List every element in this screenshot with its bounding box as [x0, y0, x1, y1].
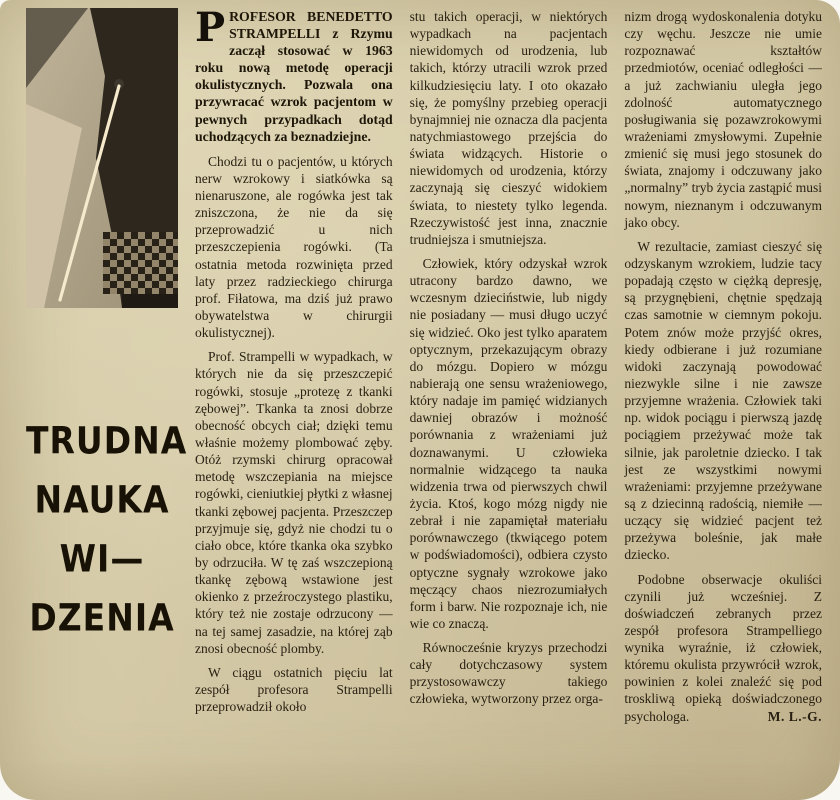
drop-cap: P: [195, 8, 226, 51]
article-headline: [26, 418, 188, 660]
text-column-3: [624, 8, 822, 790]
headline-line-2: NAUKA: [34, 477, 170, 522]
headline-line-1: TRUDNA: [26, 418, 188, 463]
paragraph-col3-1: nizm drogą wydoskonalenia dotyku czy węchu. Jeszcze nie umie rozpoznawać kształtów przedmiotów, oceniać odległości — a już zachwianiu uległa jego zdolność automatycznego posługiwania się pozawzrokowymi wrażeniami zmysłowymi. Zupełnie zmienić się musi jego stosunek do świata, znajomy i odczuwany jako „normalny” tryb życia zastąpić musi nowym, nieznanym i odczuwanym jako obcy.: [624, 9, 823, 230]
paragraph-col1-2: Chodzi tu o pacjentów, u których nerw wzrokowy i siatkówka są nienaruszone, ale rogówka jest tak zniszczona, że nie da się przeprowadzić u nich przeszczepienia rogówki. (Ta ostatnia metoda rozwinięta przed laty przez radzieckiego chirurga prof. Fiłatowa, ma dziś już prawo obywatelstwa w chirurgii okulistycznej).: [195, 153, 393, 341]
closing-text: Podobne obserwacje okuliści czynili już wcześniej. Z doświadczeń zebranych przez zespół profesora Strampelliego wynika wyraźnie, iż człowiek, któremu okulista przywrócił wzrok, powinien z kolei znaleźć się pod troskliwą opieką doświadczonego psychologa.: [624, 571, 823, 724]
paragraph-col2-3: Równocześnie kryzys przechodzi cały dotychczasowy system przystosowawczy takiego człowieka, wytworzony przez orga-: [409, 640, 608, 707]
closing-paragraph: [624, 571, 822, 725]
left-column: [26, 8, 188, 790]
lead-text: ROFESOR BENEDETTO STRAMPELLI z Rzymu zaczął stosować w 1963 roku nową metodę operacji okulistycznych. Pozwala ona przywracać wzrok pacjentom w pewnych przypadkach dotąd uchodzących za beznadziejne.: [195, 9, 393, 144]
paragraph-col3-2: W rezultacie, zamiast cieszyć się odzyskanym wzrokiem, ludzie tacy popadają często w ciężką depresję, są przygnębieni, chętnie spędzają czas samotnie w ciemnym pokoju. Potem znów może przyjść okres, kiedy odbierane i już rozumiane widoki zaczynają powodować niezwykle silne i nie zawsze przyjemne wrażenia. Człowiek taki np. widok pociągu i pierwszą jazdę pociągiem przeżywać może tak silnie, jak paroletnie dziecko. I tak jest ze wszystkimi nowymi wrażeniami: przyjemne przeżywane są z dziecinną radością, niemiłe — uczący się widzieć pacjent też przeżywa boleśnie, jak małe dziecko.: [624, 238, 823, 563]
headline-line-3: WI—: [59, 536, 145, 581]
photo-person-with-white-cane: [26, 8, 178, 308]
text-column-2: [410, 8, 608, 790]
paragraph-col2-2: Człowiek, który odzyskał wzrok utracony bardzo dawno, we wczesnym dzieciństwie, lub nigdy nie posiadany — musi długo uczyć się widzieć. Oko jest tylko aparatem optycznym, przekazującym obrazy do mózgu. Dopiero w mózgu nabierają one sensu wrażeniowego, który nadaje im pamięć widzianych dawniej obrazów i możność porównania z wrażeniami już doznawanymi. U człowieka normalnie widzącego ta nauka widzenia trwa od pierwszych chwil życia. Ktoś, kogo mózg nigdy nie zebrał i nie zapamiętał materiału porównawczego (tkwiącego potem w podświadomości), odbiera czysto optyczne sygnały wzrokowe jako męczący chaos niezrozumiałych form i barw. Nie rozpoznaje ich, nie wie co znaczą.: [409, 255, 608, 631]
paragraph-col1-3: Prof. Strampelli w wypadkach, w których nie da się przeszczepić rogówki, stosuje „protezę z tkanki zębowej”. Tkanka ta znosi dobrze obecność obcych ciał; dzięki temu właśnie możemy plombować zęby. Otóż rzymski chirurg opracował metodę wszczepiania na miejsce rogówki, cieniutkiej płytki z własnej tkanki zębowej pacjenta. Przeszczep przyjmuje się, gdyż nie chodzi tu o ciało obce, które tkanka oka szybko by odrzuciła. W tę zaś wszczepioną tkankę zębową wstawione jest okienko z przeźroczystego plastiku, który też nie zostaje odrzucony — na tej samej zasadzie, na której ząb znosi obecność plomby.: [195, 349, 393, 656]
paragraph-col2-1: stu takich operacji, w niektórych wypadkach na pacjentach niewidomych od urodzenia, lub takich, którzy utracili wzrok przed kilkudziesięciu laty. I oto okazało się, że pomyślny przebieg operacji bynajmniej nie oznacza dla pacjenta natychmiastowego przejścia do świata widzących. Historie o niewidomych od urodzenia, którzy zaczynają się cieszyć widokiem świata, to niestety tylko legenda. Rzeczywistość jest inna, znacznie trudniejsza i smutniejsza.: [409, 9, 608, 247]
text-column-1: [195, 8, 393, 790]
feet-shadow: [122, 294, 178, 308]
paragraph-col1-4: W ciągu ostatnich pięciu lat zespół profesora Strampelli przeprowadził około: [195, 664, 393, 715]
checkered-clothing: [103, 232, 178, 294]
byline: M. L.-G.: [767, 708, 823, 724]
headline-line-4: DZENIA: [29, 595, 175, 640]
lead-paragraph: [195, 8, 393, 145]
